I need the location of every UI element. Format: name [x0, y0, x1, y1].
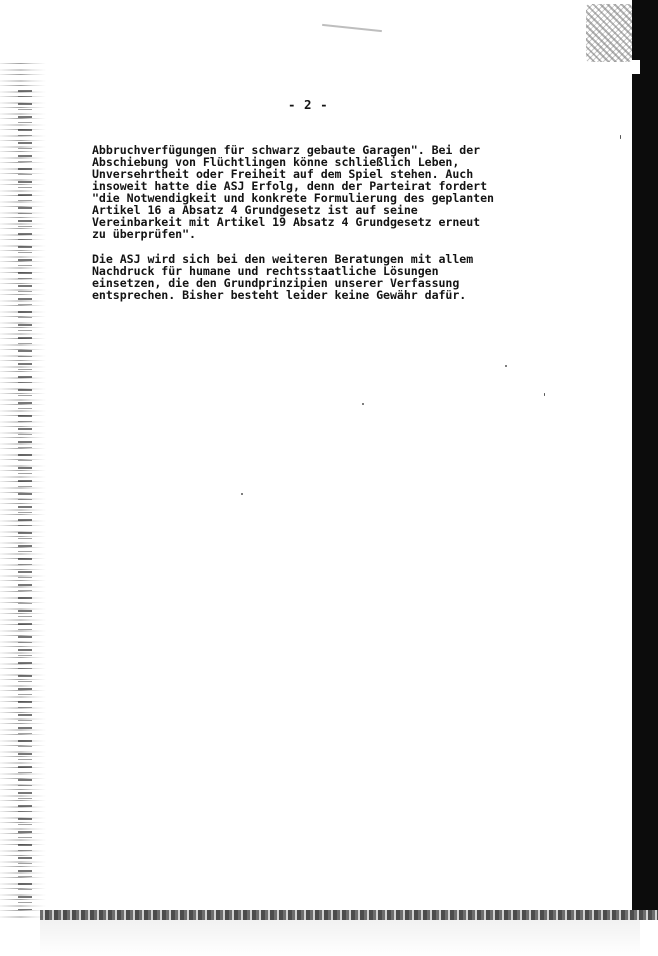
scan-edge-left-dark — [18, 90, 32, 910]
paragraph — [92, 253, 532, 301]
scan-speck — [544, 393, 545, 396]
text-line: Unversehrtheit oder Freiheit auf dem Spiel stehen. Auch — [92, 167, 474, 182]
text-line: insoweit hatte die ASJ Erfolg, denn der Parteirat fordert — [92, 179, 488, 194]
scan-edge-right-gap — [632, 60, 640, 74]
page-number: - 2 - — [288, 97, 329, 112]
text-line: Vereinbarkeit mit Artikel 19 Absatz 4 Grundgesetz erneut — [92, 215, 481, 230]
body-text — [92, 144, 532, 301]
scan-edge-right — [632, 0, 658, 910]
text-line: Die ASJ wird sich bei den weiteren Beratungen mit allem — [92, 251, 474, 266]
scan-scratch-top — [322, 24, 382, 32]
text-line: entsprechen. Bisher besteht leider keine Gewähr dafür. — [92, 288, 467, 303]
scan-speck — [241, 493, 243, 495]
scan-edge-bottom — [40, 910, 658, 920]
paragraph — [92, 144, 532, 240]
scan-shadow-bottom — [40, 920, 640, 956]
text-line: Artikel 16 a Absatz 4 Grundgesetz ist auf seine — [92, 203, 418, 218]
text-line: einsetzen, die den Grundprinzipien unserer Verfassung — [92, 275, 460, 290]
scan-speck — [620, 135, 621, 139]
text-line: "die Notwendigkeit und konkrete Formulierung des geplanten — [92, 191, 494, 206]
scan-noise-top-right — [586, 4, 632, 62]
text-line: Abbruchverfügungen für schwarz gebaute Garagen". Bei der — [92, 143, 481, 157]
text-line: Nachdruck für humane und rechtsstaatliche Lösungen — [92, 263, 439, 278]
text-line: zu überprüfen". — [92, 227, 196, 242]
scan-speck — [505, 365, 507, 367]
scan-speck — [362, 403, 364, 405]
text-line: Abschiebung von Flüchtlingen könne schließlich Leben, — [92, 155, 460, 170]
